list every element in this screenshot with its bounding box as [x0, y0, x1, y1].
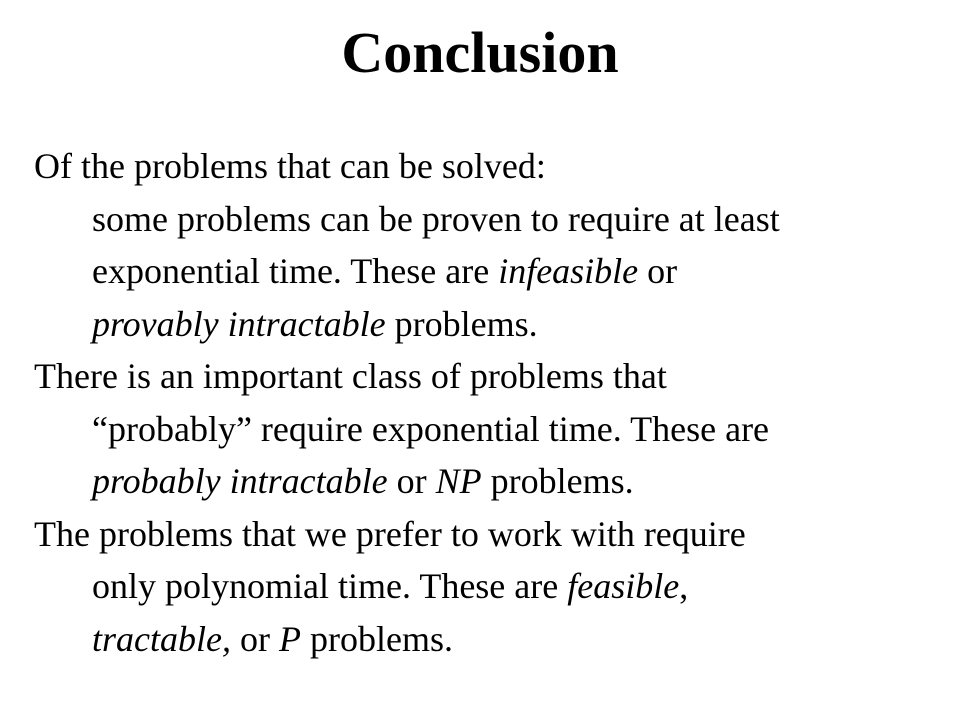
text-line — [34, 455, 934, 508]
text-segment: The problems that we prefer to work with require — [34, 513, 746, 554]
text-segment: , — [679, 566, 689, 606]
text-line — [34, 245, 934, 298]
text-segment: exponential time. These are — [92, 251, 499, 291]
text-line — [34, 298, 934, 351]
emphasized-term: provably intractable — [92, 303, 386, 344]
text-segment: only polynomial time. These are — [92, 566, 568, 606]
emphasized-term: P — [278, 618, 301, 659]
text-segment: problems. — [481, 461, 634, 501]
text-segment: There is an important class of problems that — [34, 356, 667, 396]
emphasized-term: infeasible — [498, 251, 639, 291]
text-segment: Of the problems that can be solved: — [34, 146, 546, 186]
text-line — [34, 350, 934, 403]
text-line — [34, 403, 934, 456]
text-line — [34, 560, 934, 613]
text-segment: or — [387, 461, 436, 501]
text-segment: or — [230, 618, 279, 659]
text-segment: “probably” require exponential time. These are — [92, 408, 770, 449]
emphasized-term: probably intractable — [92, 461, 388, 501]
emphasized-term: feasible — [567, 566, 680, 606]
text-segment: or — [638, 251, 678, 291]
text-segment: problems. — [385, 303, 538, 344]
slide-body — [34, 140, 934, 665]
text-segment: some problems can be proven to require at least — [92, 198, 780, 239]
text-line — [34, 508, 934, 561]
text-line — [34, 613, 934, 666]
slide-title: Conclusion — [341, 20, 619, 85]
emphasized-term: tractable, — [92, 618, 231, 659]
text-line — [34, 140, 934, 193]
emphasized-term: NP — [435, 461, 482, 501]
text-line — [34, 193, 934, 246]
text-segment: problems. — [300, 618, 453, 659]
